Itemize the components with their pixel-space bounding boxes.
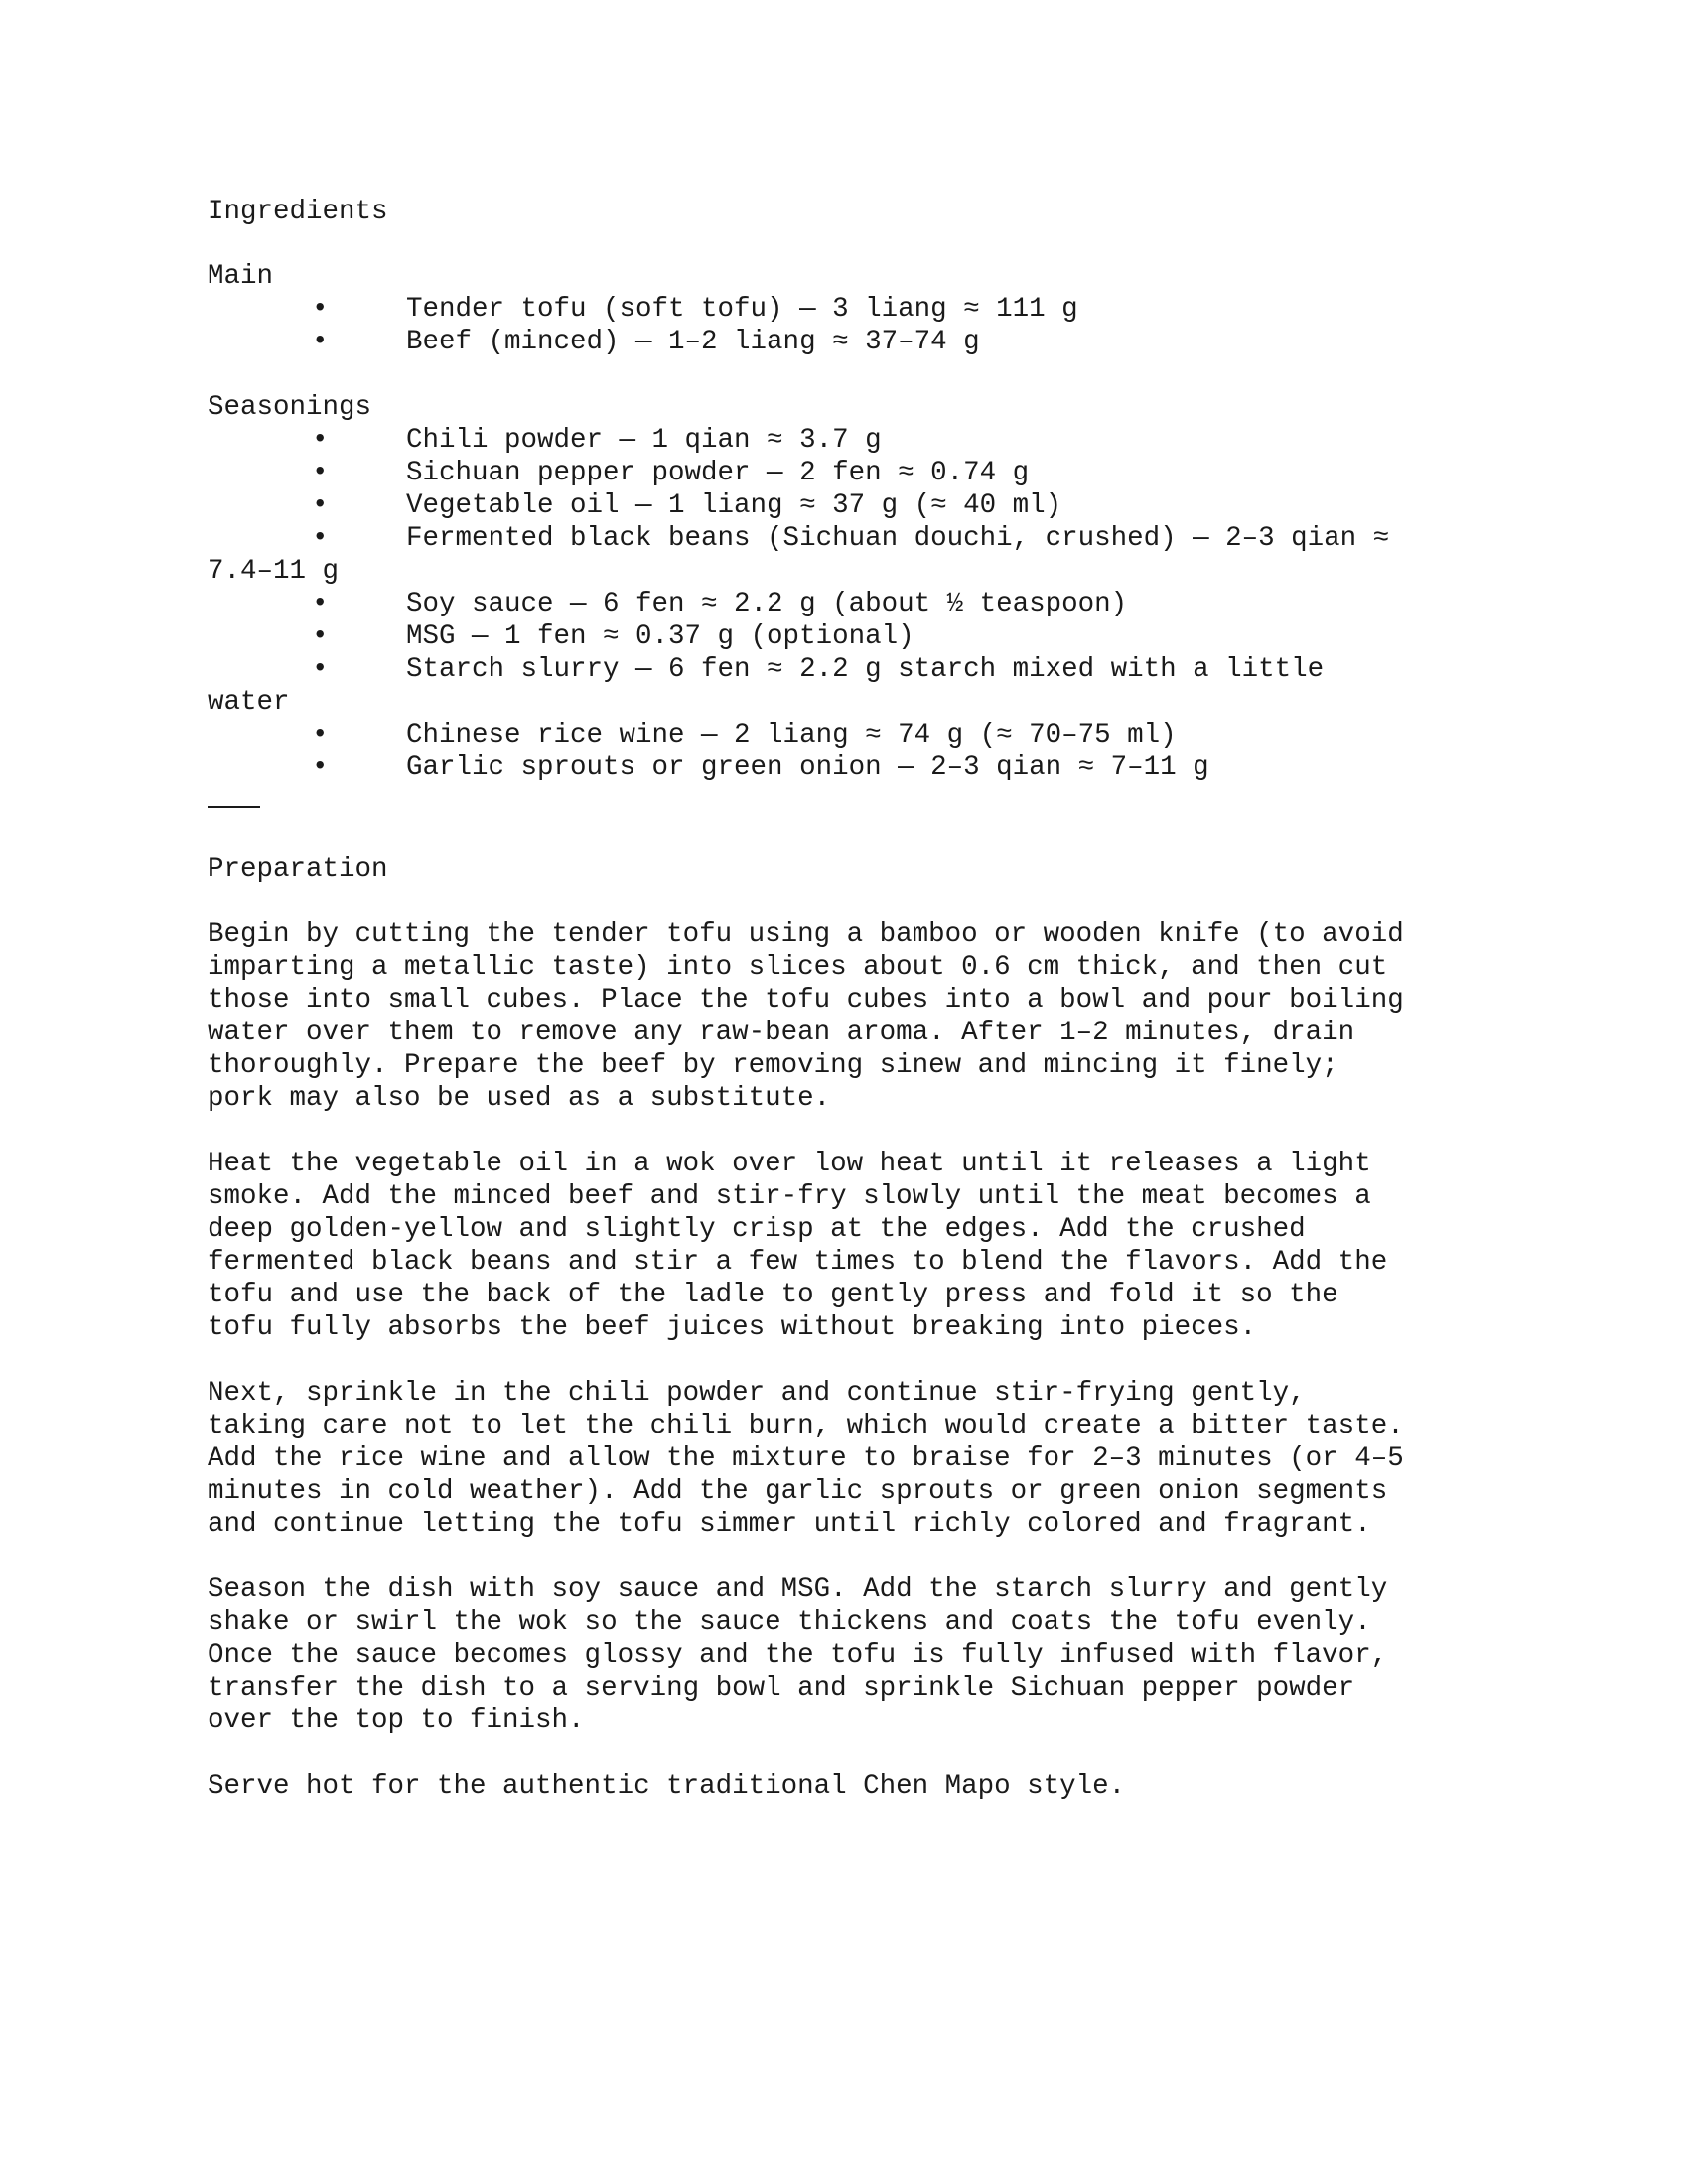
seasoning-list-item [208,620,1498,653]
ingredients-heading: Ingredients [208,197,388,227]
seasoning-list-item [208,522,1498,555]
paragraph-line: minutes in cold weather). Add the garlic sprouts or green onion segments [208,1476,1388,1507]
bullet-icon: • [312,720,329,751]
seasoning-item-text: Soy sauce — 6 fen ≈ 2.2 g (about ½ teaspoon) [406,589,1128,619]
paragraph-line: fermented black beans and stir a few times to blend the flavors. Add the [208,1247,1388,1278]
paragraph-line: water over them to remove any raw-bean aroma. After 1–2 minutes, drain [208,1018,1355,1048]
paragraph-line: tofu fully absorbs the beef juices without breaking into pieces. [208,1312,1257,1343]
preparation-paragraph [208,1573,1498,1737]
seasoning-list-item [208,719,1498,751]
bullet-icon: • [312,458,329,488]
preparation-paragraph [208,1770,1498,1803]
main-item-text: Tender tofu (soft tofu) — 3 liang ≈ 111 g [406,294,1078,325]
paragraph-line: thoroughly. Prepare the beef by removing sinew and mincing it finely; [208,1050,1338,1081]
paragraph-line: tofu and use the back of the ladle to gently press and fold it so the [208,1280,1338,1310]
seasoning-item-text: Chinese rice wine — 2 liang ≈ 74 g (≈ 70–75 ml) [406,720,1177,751]
seasoning-item-text: Sichuan pepper powder — 2 fen ≈ 0.74 g [406,458,1030,488]
paragraph-line: pork may also be used as a substitute. [208,1083,831,1114]
bullet-icon: • [312,654,329,685]
paragraph-line: Season the dish with soy sauce and MSG. Add the starch slurry and gently [208,1574,1388,1605]
paragraph-line: Next, sprinkle in the chili powder and continue stir-frying gently, [208,1378,1306,1409]
bullet-icon: • [312,294,329,325]
seasoning-item-text: Garlic sprouts or green onion — 2–3 qian ≈ 7–11 g [406,752,1209,783]
seasoning-item-text: MSG — 1 fen ≈ 0.37 g (optional) [406,621,914,652]
bullet-icon: • [312,523,329,554]
seasoning-list-item [208,588,1498,620]
paragraph-line: taking care not to let the chili burn, which would create a bitter taste. [208,1411,1404,1441]
seasoning-item-text: Fermented black beans (Sichuan douchi, crushed) — 2–3 qian ≈ [406,523,1390,554]
seasoning-item-continuation: 7.4–11 g [208,556,340,587]
bullet-icon: • [312,327,329,357]
paragraph-line: shake or swirl the wok so the sauce thickens and coats the tofu evenly. [208,1607,1371,1638]
seasoning-item-text: Chili powder — 1 qian ≈ 3.7 g [406,425,882,456]
main-item-text: Beef (minced) — 1–2 liang ≈ 37–74 g [406,327,980,357]
seasoning-list-item [208,424,1498,457]
paragraph-line: Begin by cutting the tender tofu using a bamboo or wooden knife (to avoid [208,919,1404,950]
paragraph-line: Serve hot for the authentic traditional Chen Mapo style. [208,1771,1126,1802]
seasoning-list-item [208,751,1498,784]
bullet-icon: • [312,490,329,521]
preparation-paragraph [208,1148,1498,1344]
paragraph-line: Heat the vegetable oil in a wok over low heat until it releases a light [208,1149,1371,1179]
preparation-paragraph [208,1377,1498,1541]
seasonings-heading: Seasonings [208,392,372,423]
section-divider [208,806,260,808]
seasoning-item-text: Starch slurry — 6 fen ≈ 2.2 g starch mixed with a little [406,654,1325,685]
seasoning-item-text: Vegetable oil — 1 liang ≈ 37 g (≈ 40 ml) [406,490,1062,521]
bullet-icon: • [312,425,329,456]
seasoning-item-continuation: water [208,687,290,718]
paragraph-line: Once the sauce becomes glossy and the tofu is fully infused with flavor, [208,1640,1388,1671]
paragraph-line: those into small cubes. Place the tofu cubes into a bowl and pour boiling [208,985,1404,1016]
paragraph-line: transfer the dish to a serving bowl and sprinkle Sichuan pepper powder [208,1673,1355,1704]
main-list-item [208,293,1498,326]
paragraph-line: imparting a metallic taste) into slices about 0.6 cm thick, and then cut [208,952,1388,983]
main-list-item [208,326,1498,358]
bullet-icon: • [312,752,329,783]
preparation-heading: Preparation [208,854,388,885]
seasoning-list-item [208,457,1498,489]
paragraph-line: Add the rice wine and allow the mixture to braise for 2–3 minutes (or 4–5 [208,1443,1404,1474]
paragraph-line: and continue letting the tofu simmer until richly colored and fragrant. [208,1509,1371,1540]
bullet-icon: • [312,621,329,652]
bullet-icon: • [312,589,329,619]
seasoning-list-item [208,653,1498,686]
preparation-paragraph [208,918,1498,1115]
paragraph-line: smoke. Add the minced beef and stir-fry slowly until the meat becomes a [208,1181,1371,1212]
seasoning-list-item [208,489,1498,522]
main-heading: Main [208,261,274,292]
paragraph-line: deep golden-yellow and slightly crisp at the edges. Add the crushed [208,1214,1306,1245]
paragraph-line: over the top to finish. [208,1706,585,1736]
